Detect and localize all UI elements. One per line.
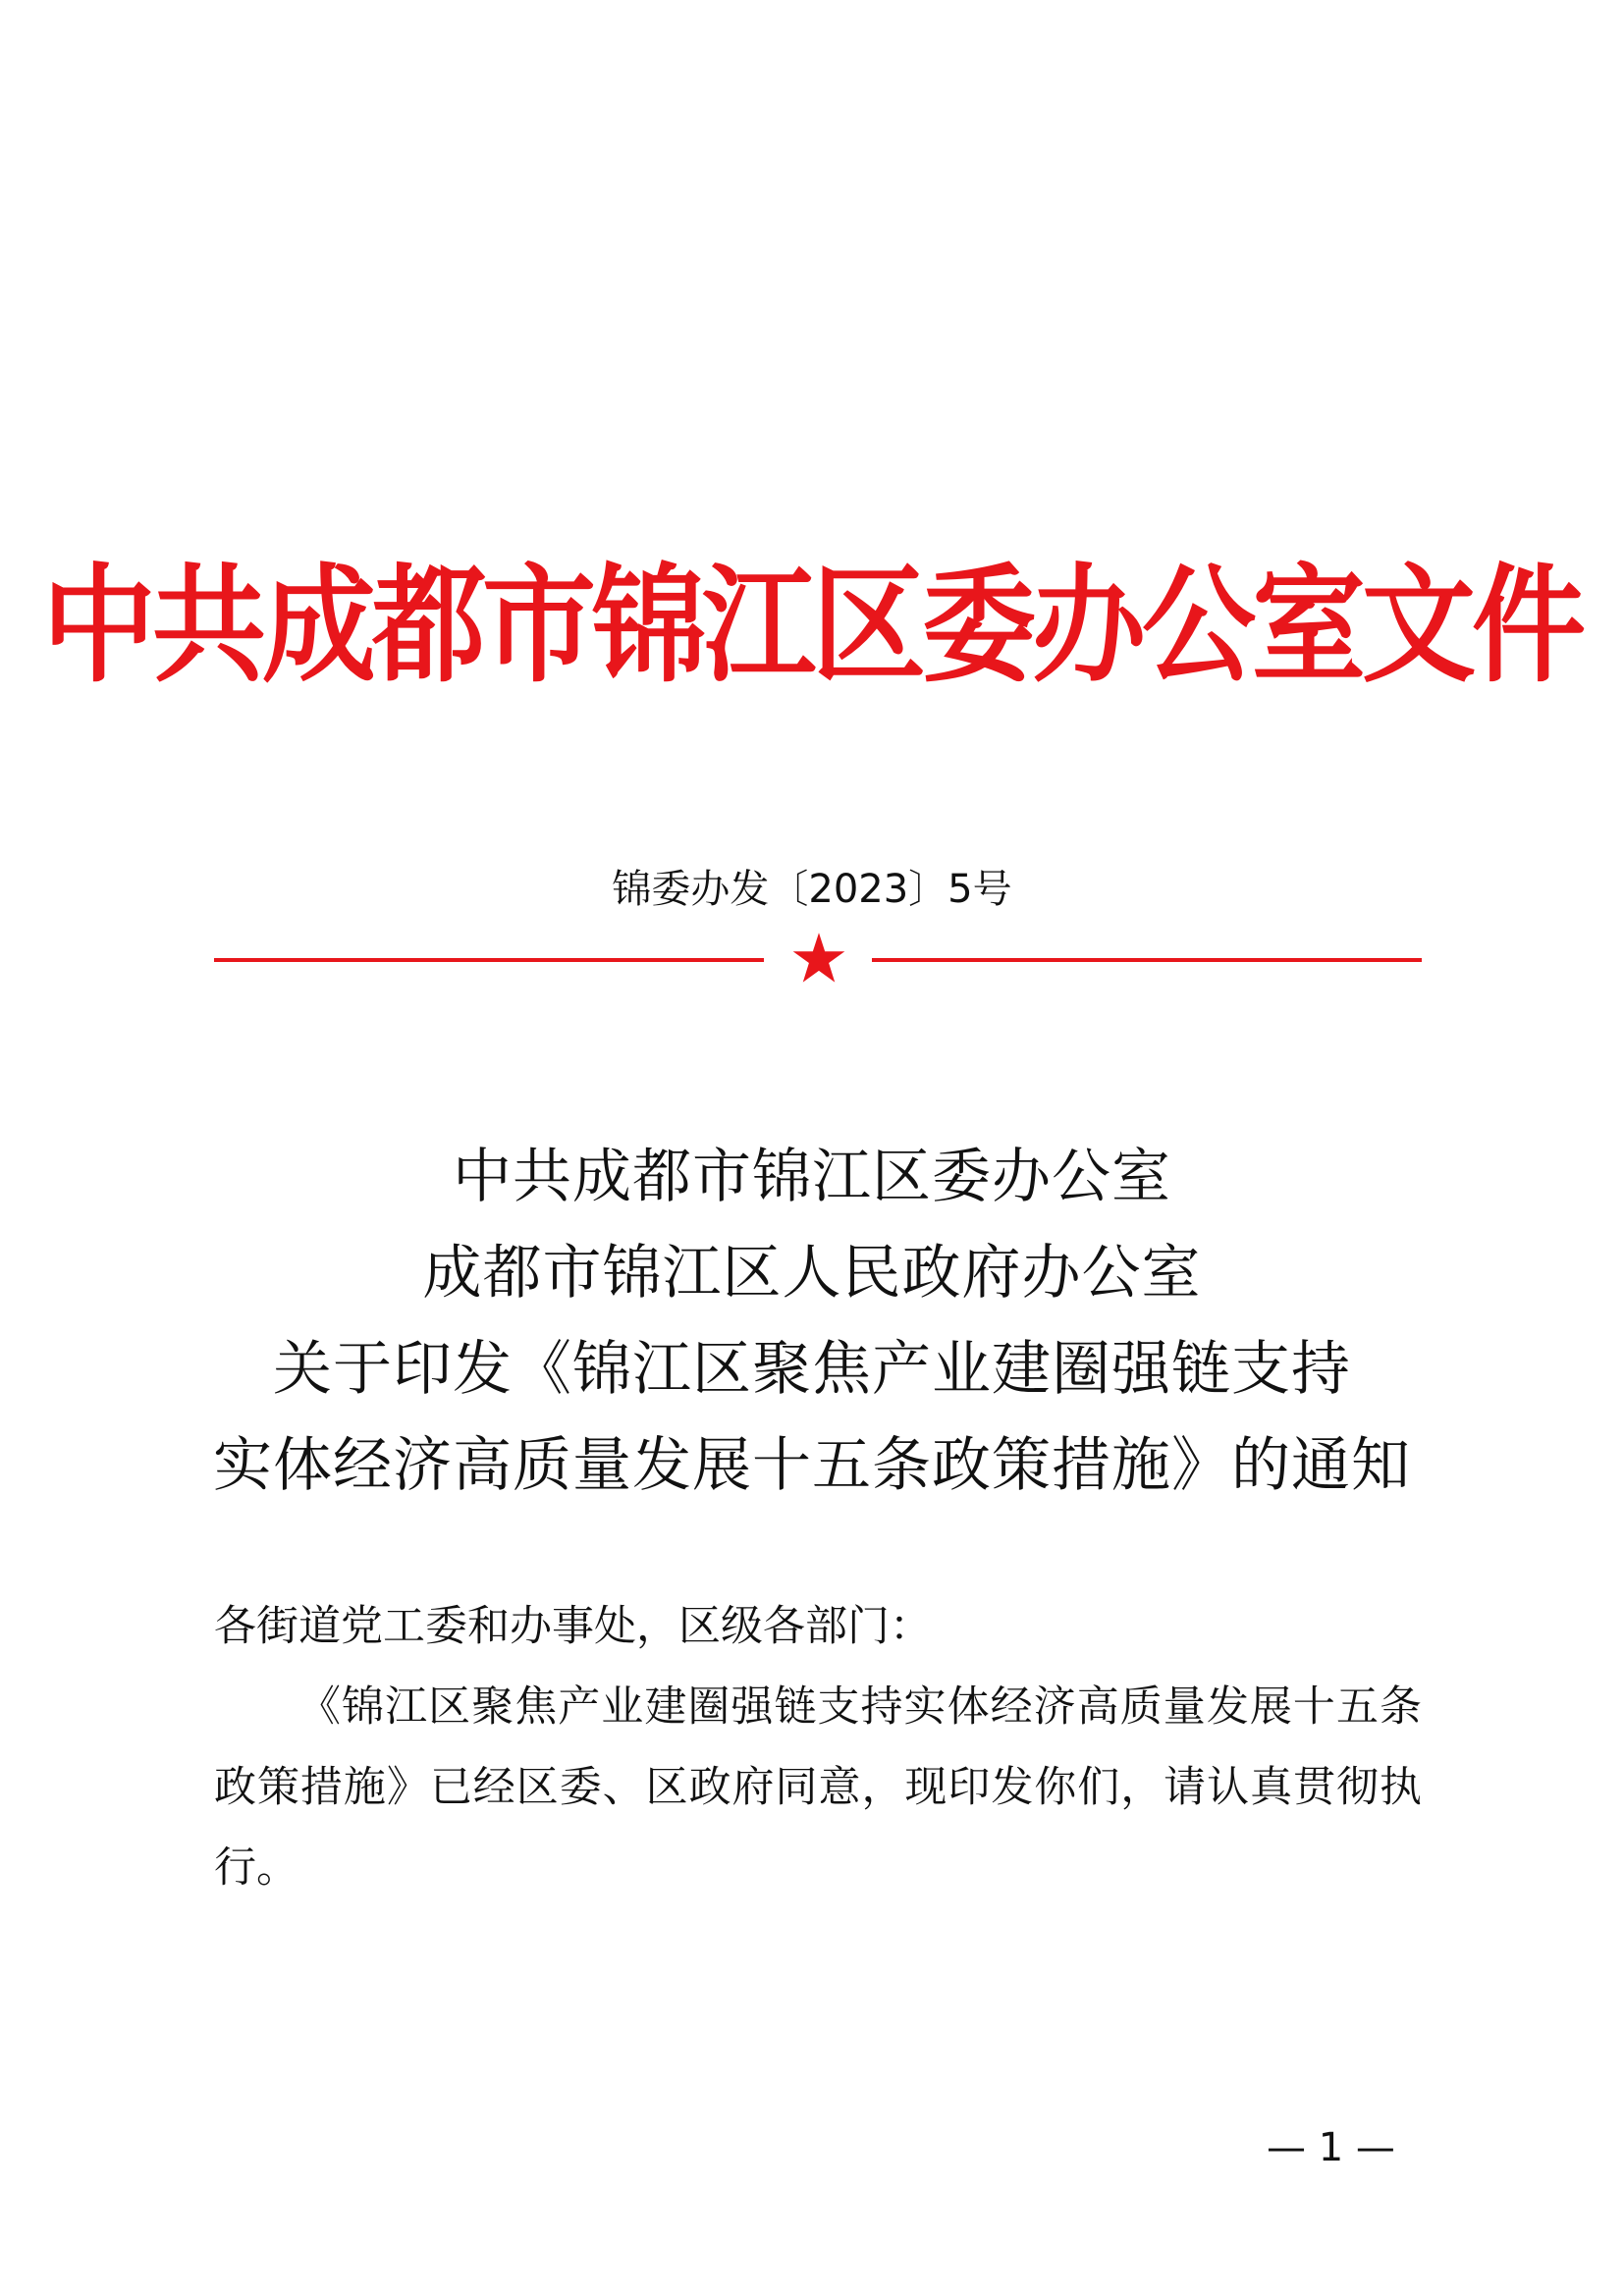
salutation: 各街道党工委和办事处，区级各部门： [214, 1602, 932, 1651]
star-icon [791, 931, 846, 986]
notice-title-line: 关于印发《锦江区聚焦产业建圈强链支持 [273, 1335, 1351, 1404]
document-header-title: 中共成都市锦江区委办公室文件 [42, 552, 1582, 701]
red-rule-left [214, 958, 764, 962]
notice-title [0, 1129, 1624, 1514]
red-rule-right [872, 958, 1422, 962]
notice-title-line: 成都市锦江区人民政府办公室 [422, 1239, 1202, 1308]
notice-title-line: 中共成都市锦江区委办公室 [453, 1143, 1171, 1211]
notice-title-line: 实体经济高质量发展十五条政策措施》的通知 [213, 1431, 1411, 1500]
page-number: — 1 — [1267, 2125, 1395, 2170]
body-paragraph: 《锦江区聚焦产业建圈强链支持实体经济高质量发展十五条政策措施》已经区委、区政府同意，现印发你们，请认真贯彻执行。 [214, 1682, 1422, 1893]
document-number: 锦委办发〔2023〕5号 [612, 867, 1012, 912]
